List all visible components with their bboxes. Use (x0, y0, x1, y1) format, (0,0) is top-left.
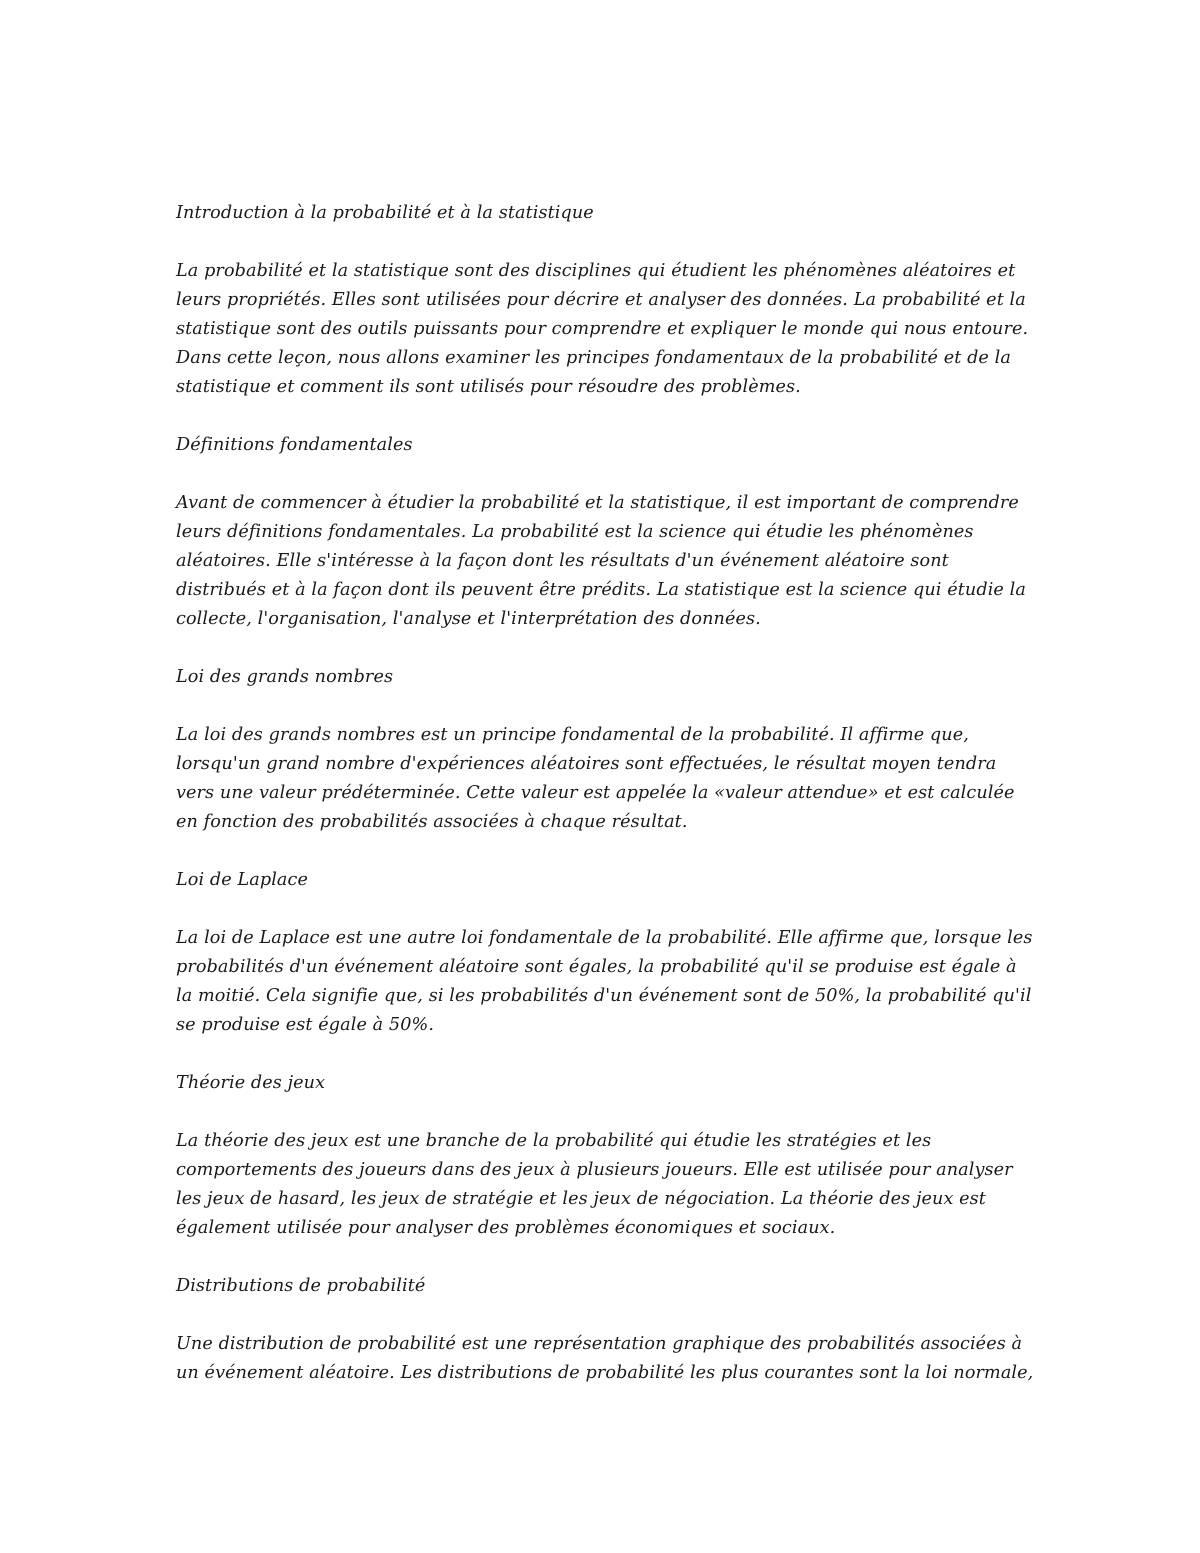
document-title: Introduction à la probabilité et à la statistique (176, 203, 594, 223)
section-paragraph: La théorie des jeux est une branche de la probabilité qui étudie les stratégies et les comportements des joueurs dans des jeux à plusieurs joueurs. Elle est utilisée pour analyser les jeux de hasard, les jeux de stratégie et les jeux de négociation. La théorie des jeux est également utilisée pour analyser des problèmes économiques et sociaux. (176, 1131, 1013, 1238)
section-heading: Distributions de probabilité (176, 1276, 426, 1296)
section-paragraph: Une distribution de probabilité est une représentation graphique des probabilités associées à un événement aléatoire. Les distributions de probabilité les plus courantes sont la loi normale, (176, 1334, 1034, 1383)
section-paragraph: La loi de Laplace est une autre loi fondamentale de la probabilité. Elle affirme que, lorsque les probabilités d'un événement aléatoire sont égales, la probabilité qu'il se produise est égale à la moitié. Cela signifie que, si les probabilités d'un événement sont de 50%, la probabilité qu'il se produise est égale à 50%. (176, 928, 1033, 1035)
document-body (176, 199, 1036, 1417)
section-paragraph: Avant de commencer à étudier la probabilité et la statistique, il est important de comprendre leurs définitions fondamentales. La probabilité est la science qui étudie les phénomènes aléatoires. Elle s'intéresse à la façon dont les résultats d'un événement aléatoire sont distribués et à la façon dont ils peuvent être prédits. La statistique est la science qui étudie la collecte, l'organisation, l'analyse et l'interprétation des données. (176, 493, 1026, 629)
section-heading: Définitions fondamentales (176, 435, 413, 455)
section-paragraph: La loi des grands nombres est un principe fondamental de la probabilité. Il affirme que, lorsqu'un grand nombre d'expériences aléatoires sont effectuées, le résultat moyen tendra vers une valeur prédéterminée. Cette valeur est appelée la «valeur attendue» et est calculée en fonction des probabilités associées à chaque résultat. (176, 725, 1015, 832)
intro-paragraph: La probabilité et la statistique sont des disciplines qui étudient les phénomènes aléatoires et leurs propriétés. Elles sont utilisées pour décrire et analyser des données. La probabilité et la statistique sont des outils puissants pour comprendre et expliquer le monde qui nous entoure. Dans cette leçon, nous allons examiner les principes fondamentaux de la probabilité et de la statistique et comment ils sont utilisés pour résoudre des problèmes. (176, 261, 1029, 397)
section-heading: Loi de Laplace (176, 870, 308, 890)
section-heading: Loi des grands nombres (176, 667, 394, 687)
section-heading: Théorie des jeux (176, 1073, 326, 1093)
